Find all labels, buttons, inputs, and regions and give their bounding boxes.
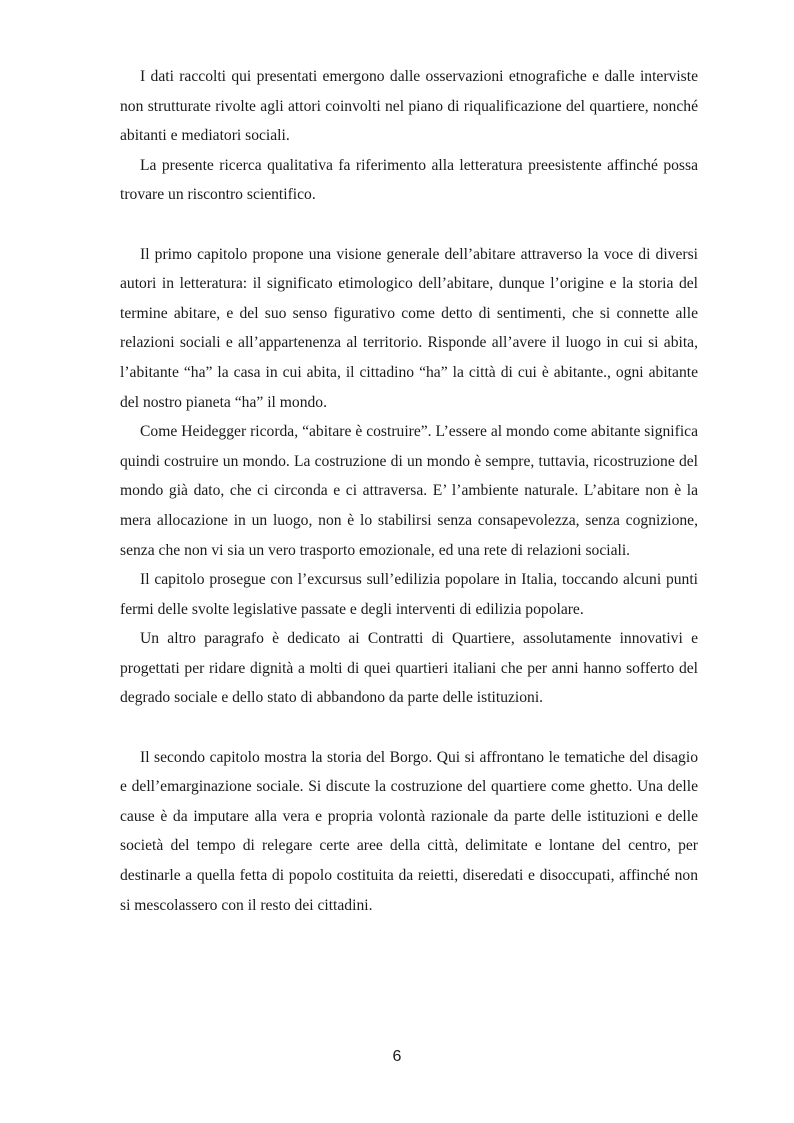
- section-spacer: [120, 713, 698, 743]
- paragraph-second-chapter: Il secondo capitolo mostra la storia del Borgo. Qui si affrontano le tematiche del disagio e dell’emarginazione sociale. Si discute la costruzione del quartiere come ghetto. Una delle cause è da imputare alla vera e propria volontà razionale da parte delle istituzioni e delle società del tempo di relegare certe aree della città, delimitate e lontane del centro, per destinarle a quella fetta di popolo costituita da reietti, diseredati e disoccupati, affinché non si mescolassero con il resto dei cittadini.: [120, 748, 698, 914]
- paragraph-heidegger: Come Heidegger ricorda, “abitare è costruire”. L’essere al mondo come abitante significa quindi costruire un mondo. La costruzione di un mondo è sempre, tuttavia, ricostruzione del mondo già dato, che ci circonda e ci attraversa. E’ l’ambiente naturale. L’abitare non è la mera allocazione in un luogo, non è lo stabilirsi senza consapevolezza, senza cognizione, senza che non vi sia un vero trasporto emozionale, ed una rete di relazioni sociali.: [120, 423, 698, 559]
- document-body: [120, 62, 698, 920]
- paragraph-public-housing: Il capitolo prosegue con l’excursus sull’edilizia popolare in Italia, toccando alcuni punti fermi delle svolte legislative passate e degli interventi di edilizia popolare.: [120, 571, 698, 618]
- paragraph-first-chapter: Il primo capitolo propone una visione generale dell’abitare attraverso la voce di diversi autori in letteratura: il significato etimologico dell’abitare, dunque l’origine e la storia del termine abitare, e del suo senso figurativo come detto di sentimenti, che si connette alle relazioni sociali e all’appartenenza al territorio. Risponde all’avere il luogo in cui si abita, l’abitante “ha” la casa in cui abita, il cittadino “ha” la città di cui è abitante., ogni abitante del nostro pianeta “ha” il mondo.: [120, 245, 698, 411]
- section-spacer: [120, 210, 698, 240]
- page-number: 6: [392, 1048, 402, 1065]
- paragraph-data-sources: I dati raccolti qui presentati emergono dalle osservazioni etnografiche e dalle interviste non strutturate rivolte agli attori coinvolti nel piano di riqualificazione del quartiere, nonché abitanti e mediatori sociali.: [120, 68, 698, 145]
- paragraph-neighbourhood-contracts: Un altro paragrafo è dedicato ai Contratti di Quartiere, assolutamente innovativi e progettati per ridare dignità a molti di quei quartieri italiani che per anni hanno sofferto del degrado sociale e dello stato di abbandono da parte delle istituzioni.: [120, 630, 698, 707]
- paragraph-qualitative-research: La presente ricerca qualitativa fa riferimento alla letteratura preesistente affinché possa trovare un riscontro scientifico.: [120, 156, 698, 204]
